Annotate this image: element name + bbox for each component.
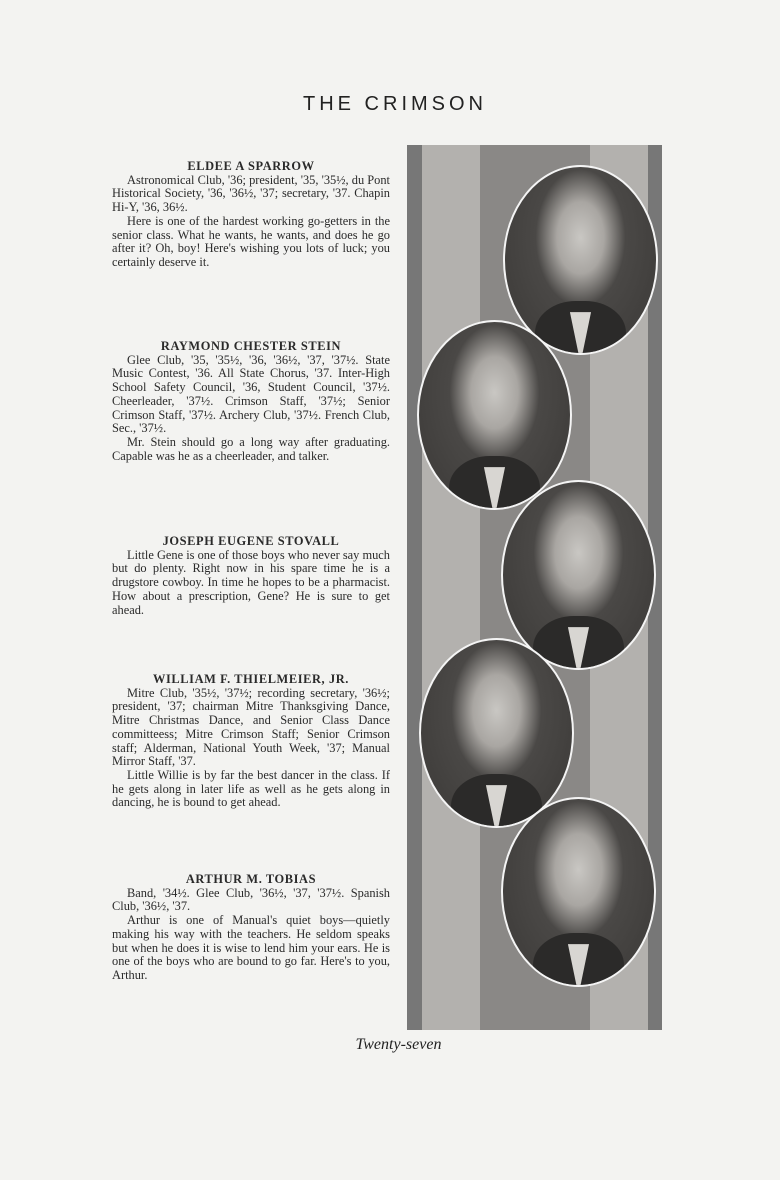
student-activities: Glee Club, '35, '35½, '36, '36½, '37, '37½. State Music Contest, '36. All State Chorus, '37. Inter-High School Safety Council, '36, Student Council, '37½. Cheerleader, '37½. Crimson Staff, '37½; Senior Crimson Staff, '37½. Archery Club, '37½. French Club, Sec., '37½. <box>112 352 390 436</box>
student-comment: Mr. Stein should go a long way after graduating. Capable was he as a cheerleader, and talker. <box>112 434 390 463</box>
portrait-stovall <box>501 480 656 670</box>
entry-stovall <box>112 535 390 617</box>
page-title: THE CRIMSON <box>303 93 487 115</box>
portrait-sparrow <box>503 165 658 355</box>
student-comment: Little Willie is by far the best dancer in the class. If he gets along in later life as well as he gets along in dancing, he is bound to get ahead. <box>112 767 390 810</box>
portrait-tobias <box>501 797 656 987</box>
student-name: RAYMOND CHESTER STEIN <box>160 339 342 353</box>
student-activities: Mitre Club, '35½, '37½; recording secretary, '36½; president, '37; chairman Mitre Thanksgiving Dance, Mitre Christmas Dance, and Senior Class Dance committeess; Mitre Crimson Staff; Senior Crimson staff; Alderman, National Youth Week, '37; Manual Mirror Staff, '37. <box>112 685 390 769</box>
student-name: WILLIAM F. THIELMEIER, JR. <box>153 672 349 686</box>
student-name: JOSEPH EUGENE STOVALL <box>162 534 340 548</box>
student-name: ELDEE A SPARROW <box>187 159 315 173</box>
portrait-stein <box>417 320 572 510</box>
student-activities: Astronomical Club, '36; president, '35, '35½, du Pont Historical Society, '36, '36½, '37; secretary, '37. Chapin Hi-Y, '36, 36½. <box>112 172 390 215</box>
student-comment: Here is one of the hardest working go-getters in the senior class. What he wants, he wants, and does he go after it? Oh, boy! Here's wishing you lots of luck; you certainly deserve it. <box>112 213 390 269</box>
page-number: Twenty-seven <box>355 1036 442 1053</box>
student-comment: Little Gene is one of those boys who never say much but do plenty. Right now in his spare time he is a drugstore cowboy. In time he hopes to be a pharmacist. How about a prescription, Gene? He is sure to get ahead. <box>112 547 390 617</box>
portrait-thielmeier <box>419 638 574 828</box>
entry-tobias <box>112 873 390 983</box>
student-name: ARTHUR M. TOBIAS <box>185 872 317 886</box>
student-comment: Arthur is one of Manual's quiet boys—quietly making his way with the teachers. He seldom speaks but when he does it is wise to lend him your ears. He is one of the boys who are bound to go far. Here's to you, Arthur. <box>112 913 390 982</box>
entry-sparrow <box>112 160 390 270</box>
entry-stein <box>112 340 390 463</box>
student-activities: Band, '34½. Glee Club, '36½, '37, '37½. Spanish Club, '36½, '37. <box>112 885 390 914</box>
portrait-panel <box>407 145 662 1030</box>
entry-thielmeier <box>112 673 390 810</box>
